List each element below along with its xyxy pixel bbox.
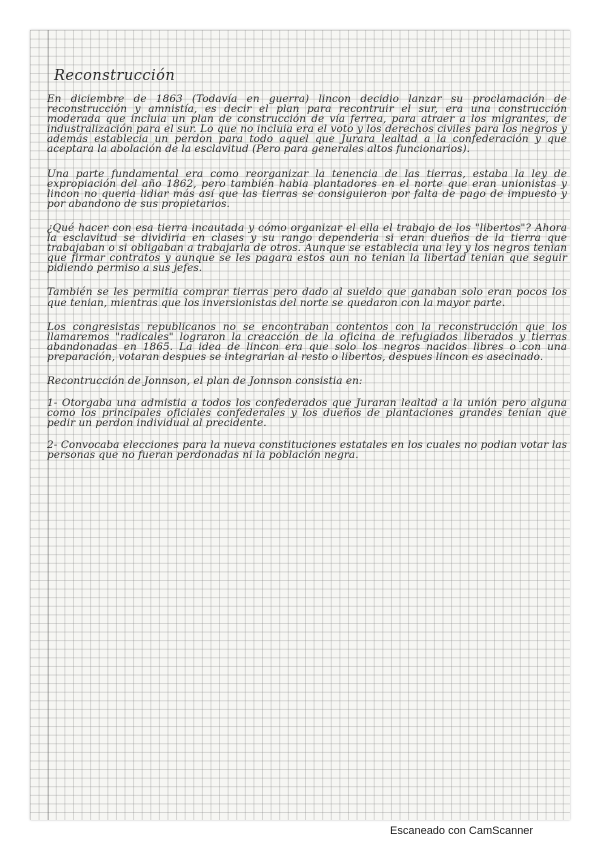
notebook-page	[30, 30, 570, 820]
handwritten-notes	[47, 68, 567, 475]
scanner-watermark: Escaneado con CamScanner	[390, 825, 534, 837]
list-item-1: 1- Otorgaba una admistia a todos los confederados que Juraran lealtad a la unión pero alguna como los principales oficiales confederales y los dueños de plantaciones grandes tenian que pedir un perdon individual al precidente.	[47, 397, 567, 430]
paragraph-1: En diciembre de 1863 (Todavía en guerra) lincon decidio lanzar su proclamación de reconstrucción y amnistía, es decir el plan para recontruir el sur, era una construcción moderada que incluia un plan de construcción de vía ferrea, para atraer a los migrantes, de industralización para el sur. Lo que no incluia era el voto y los derechos civiles para los negros y además establecia un perdon para todo aquel que Jurara lealtad a la confederación y que aceptara la abolación de la esclavitud (Pero para generales altos funcionarios).	[47, 93, 567, 156]
paragraph-4: También se les permitia comprar tierras pero dado al sueldo que ganaban solo eran pocos los que tenian, mientras que los inversionistas del norte se quedaron con la mayor parte.	[47, 286, 567, 309]
list-item-2: 2- Convocaba elecciones para la nueva constituciones estatales en los cuales no podian votar las personas que no fueran perdonadas ni la población negra.	[47, 439, 567, 462]
paragraph-5: Los congresistas republicanos no se encontraban contentos con la reconstrucción que los llamaremos "radicales" lograron la creacción de la oficina de refugiados liberados y tierras abandonadas en 1865. La idea de lincon era que solo los negros nacidos libres o con una preparación, votaran despues se integrarian al resto o libertos, despues lincon es asecinado.	[47, 320, 567, 363]
paragraph-6: Recontrucción de Jonnson, el plan de Jonnson consistia en:	[47, 374, 363, 387]
paragraph-3: ¿Qué hacer con esa tierra incautada y cómo organizar el ella el trabajo de los "libertos"? Ahora la esclavitud se dividiria en clases y su rango dependeria si eran dueños de la tierra que trabajaban o si obligaban a trabajarla de otros. Aunque se establecia una ley y los negros tenian que firmar contratos y aunque se les pagara estos aun no tenian la libertad tenian que seguir pidiendo permiso a sus jefes.	[47, 221, 567, 275]
page-title: Reconstrucción	[54, 68, 176, 84]
paragraph-2: Una parte fundamental era como reorganizar la tenencia de las tierras, estaba la ley de expropiación del año 1862, pero también habia plantadores en el norte que eran unionistas y lincon no queria lidiar más así que las tierras se consiguieron por falta de pago de impuesto y por abandono de sus propietarios.	[47, 167, 567, 210]
